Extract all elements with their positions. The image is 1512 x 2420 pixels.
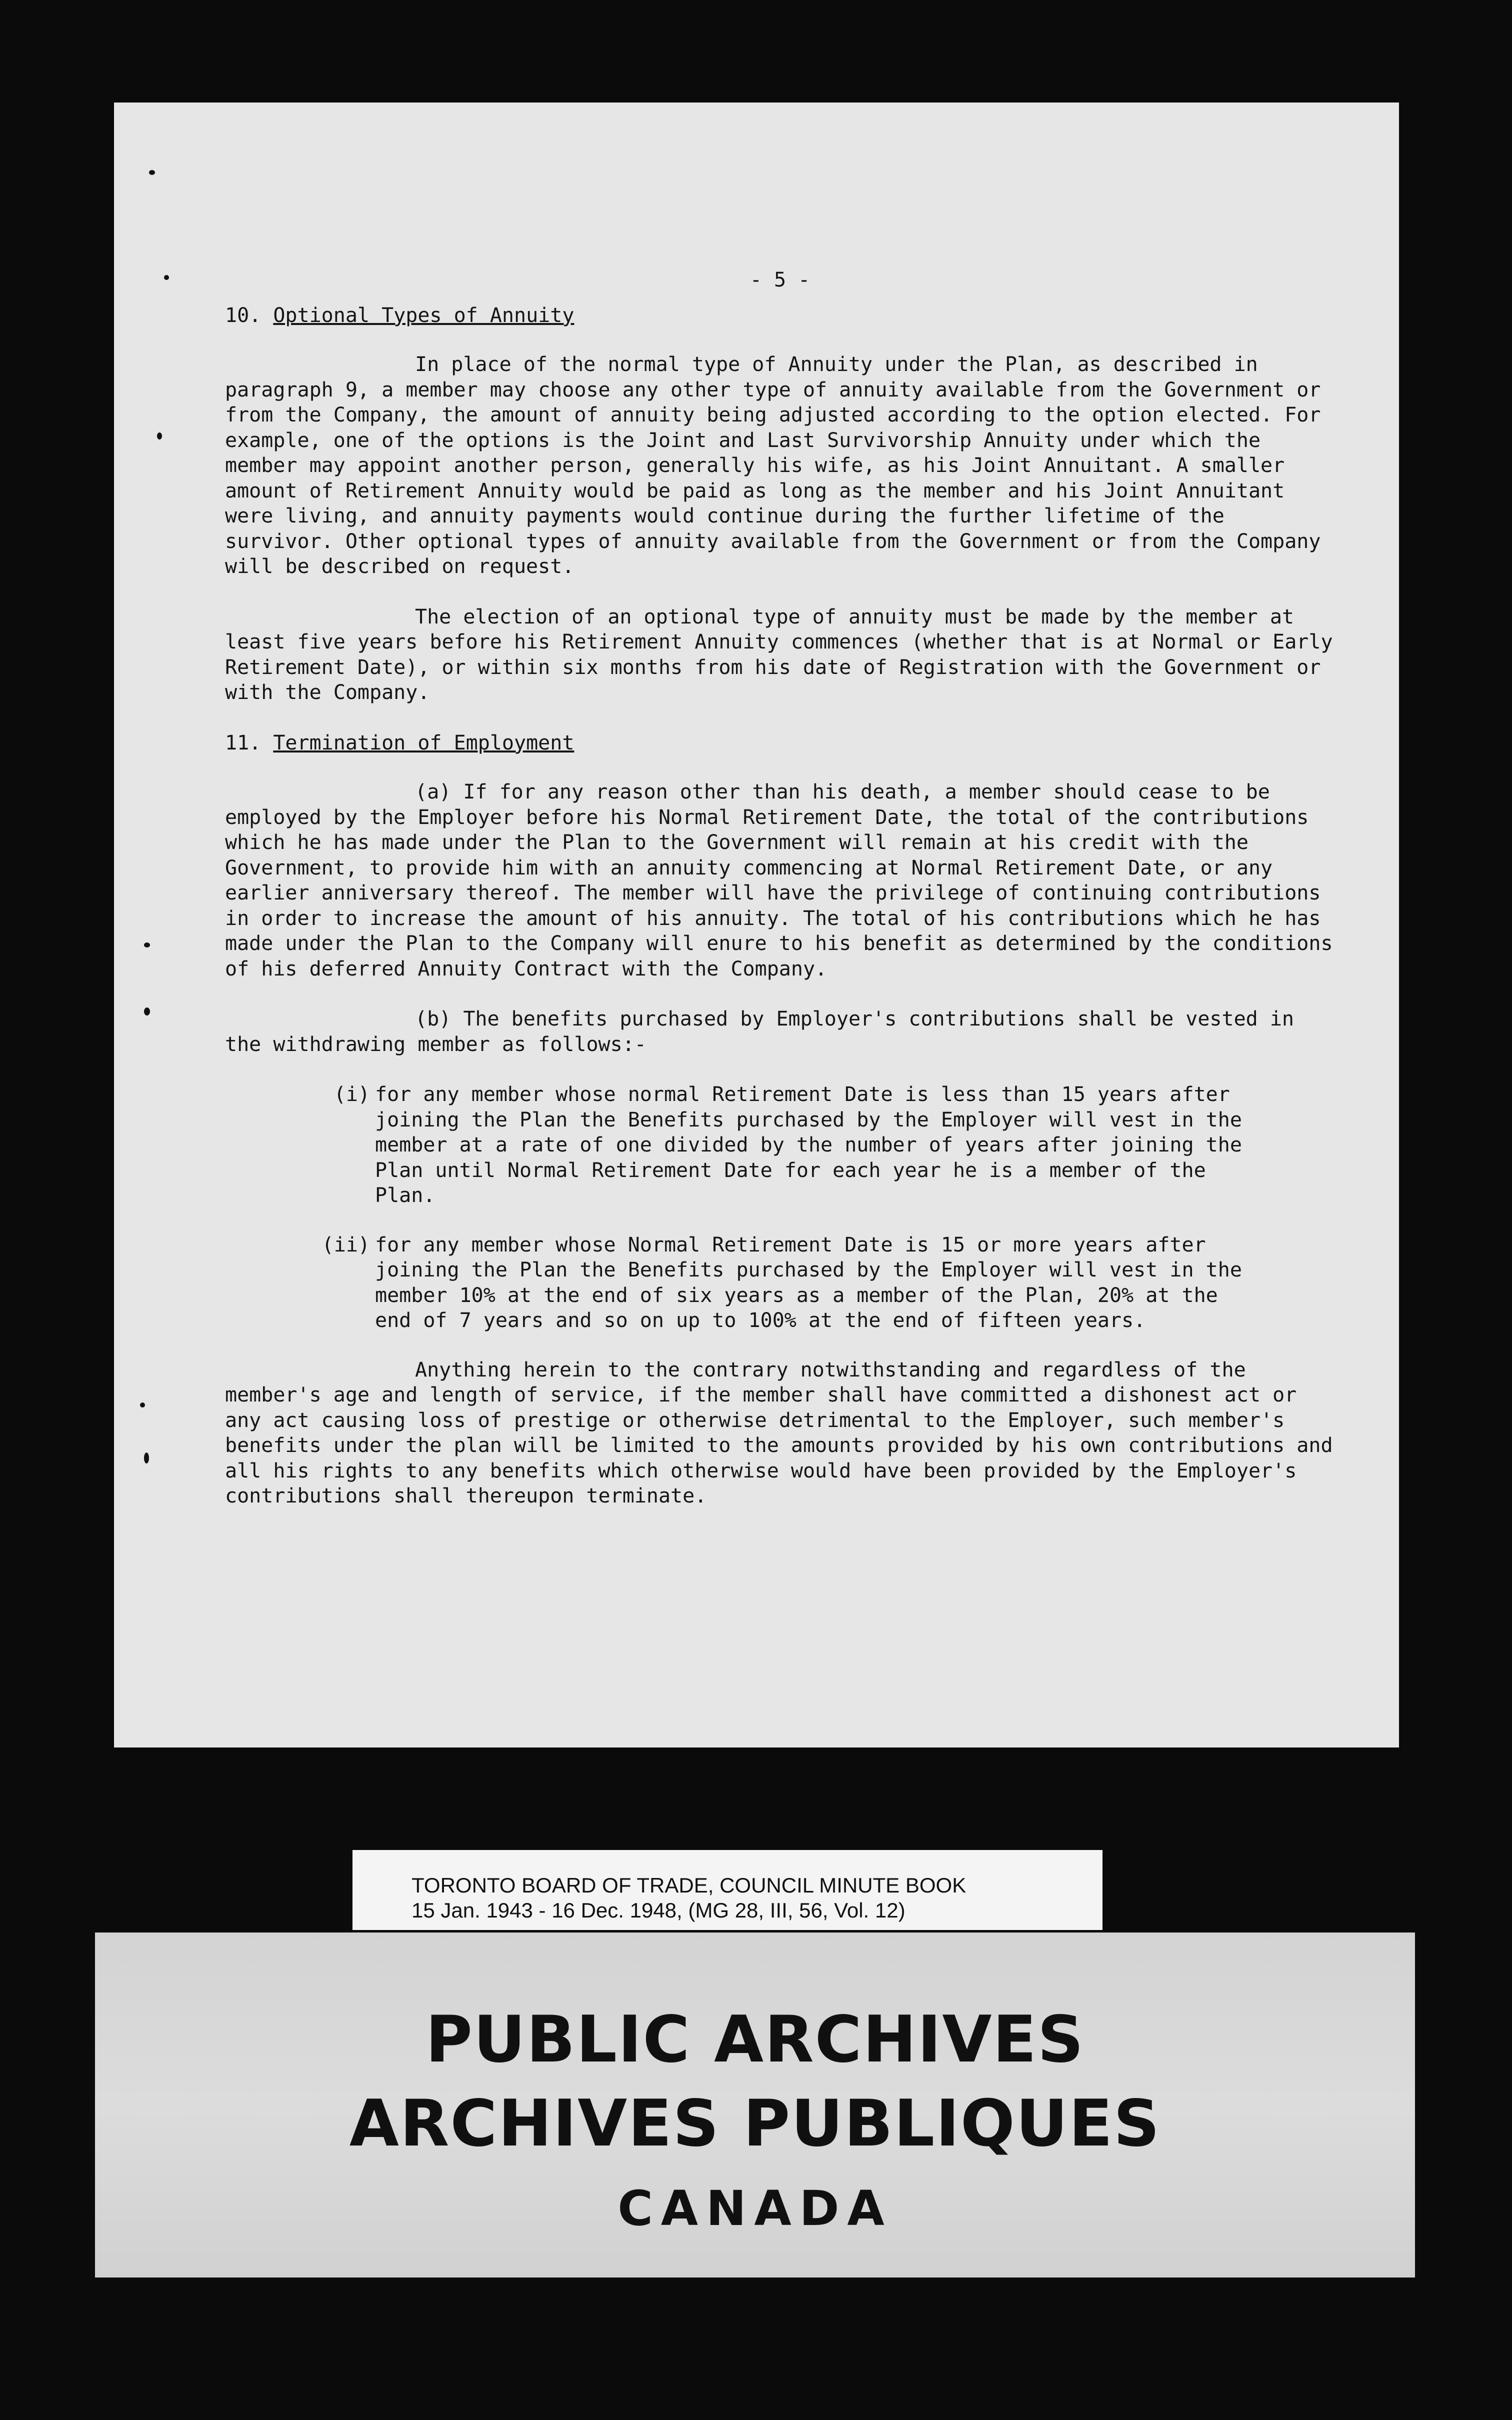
scan-speck (144, 942, 150, 948)
list-item-text: for any member whose Normal Retirement Date is 15 or more years after joining the Plan the Benefits purchased by the Employer will vest in the member 10% at the end of six years as a member of the Plan, 20% at the end of 7 years and so on up to 100% at the end of fifteen years. (375, 1233, 1242, 1332)
stamp-line-3: CANADA (618, 2180, 892, 2236)
list-item (225, 1232, 1335, 1334)
scan-speck (144, 1452, 149, 1464)
section-10-number: 10. (225, 304, 262, 327)
archive-label-line-2: 15 Jan. 1943 - 16 Dec. 1948, (MG 28, III, 56, Vol. 12) (412, 1898, 906, 1922)
scan-speck (164, 275, 169, 280)
page-number: - 5 - (750, 268, 810, 292)
list-item-marker: (ii) (322, 1233, 370, 1256)
scan-speck (157, 432, 162, 440)
typed-text (225, 268, 1335, 1534)
archive-label-line-1: TORONTO BOARD OF TRADE, COUNCIL MINUTE BOOK (412, 1874, 966, 1897)
section-10-title: Optional Types of Annuity (273, 304, 574, 327)
section-11-paragraph-a: (a) If for any reason other than his death, a member should cease to be employed by the Employer before his Normal Retirement Date, the total of the contributions which he has made under the Plan to the Government will remain at his credit with the Government, to provide him with an annuity commencing at Normal Retirement Date, or any earlier anniversary thereof. The member will have the privilege of continuing contributions in order to increase the amount of his annuity. The total of his contributions which he has made under the Plan to the Company will enure to his benefit as determined by the conditions of his deferred Annuity Contract with the Company. (225, 780, 1333, 980)
list-item-text: for any member whose normal Retirement Date is less than 15 years after joining the Plan the Benefits purchased by the Employer will vest in the member at a rate of one divided by the number of years after joining the Plan until Normal Retirement Date for each year he is a member of the Plan. (375, 1083, 1242, 1207)
document-page (114, 102, 1399, 1748)
archive-reference-label (352, 1850, 1102, 1930)
scan-speck (140, 1402, 145, 1408)
section-11-paragraph-b: (b) The benefits purchased by Employer's contributions shall be vested in the withdrawing member as follows:- (225, 1008, 1294, 1056)
section-10-paragraph-1: In place of the normal type of Annuity under the Plan, as described in paragraph 9, a member may choose any other type of annuity available from the Government or from the Company, the amount of annuity being adjusted according to the option elected. For example, one of the options is the Joint and Last Survivorship Annuity under which the member may appoint another person, generally his wife, as his Joint Annuitant. A smaller amount of Retirement Annuity would be paid as long as the member and his Joint Annuitant were living, and annuity payments would continue during the further lifetime of the survivor. Other optional types of annuity available from the Government or from the Company will be described on request. (225, 353, 1321, 578)
section-11-paragraph-c: Anything herein to the contrary notwithstanding and regardless of the member's age and length of service, if the member shall have committed a dishonest act or any act causing loss of prestige or otherwise detrimental to the Employer, such member's benefits under the plan will be limited to the amounts provided by his own contributions and all his rights to any benefits which otherwise would have been provided by the Employer's contributions shall thereupon terminate. (225, 1358, 1333, 1508)
list-item-marker: (i) (334, 1083, 370, 1106)
scan-speck (149, 170, 155, 175)
section-11-heading (225, 730, 1335, 756)
list-item (225, 1082, 1335, 1208)
section-11-number: 11. (225, 731, 262, 754)
public-archives-stamp (95, 1932, 1415, 2278)
scan-speck (144, 1008, 150, 1016)
section-10-paragraph-2: The election of an optional type of annuity must be made by the member at least five years before his Retirement Annuity commences (whether that is at Normal or Early Retirement Date), or within six months from his date of Registration with the Government or with the Company. (225, 605, 1333, 704)
stamp-line-1: PUBLIC ARCHIVES (426, 2002, 1084, 2077)
section-10-heading (225, 303, 1335, 328)
stamp-line-2: ARCHIVES PUBLIQUES (349, 2086, 1161, 2161)
section-11-title: Termination of Employment (273, 731, 574, 754)
